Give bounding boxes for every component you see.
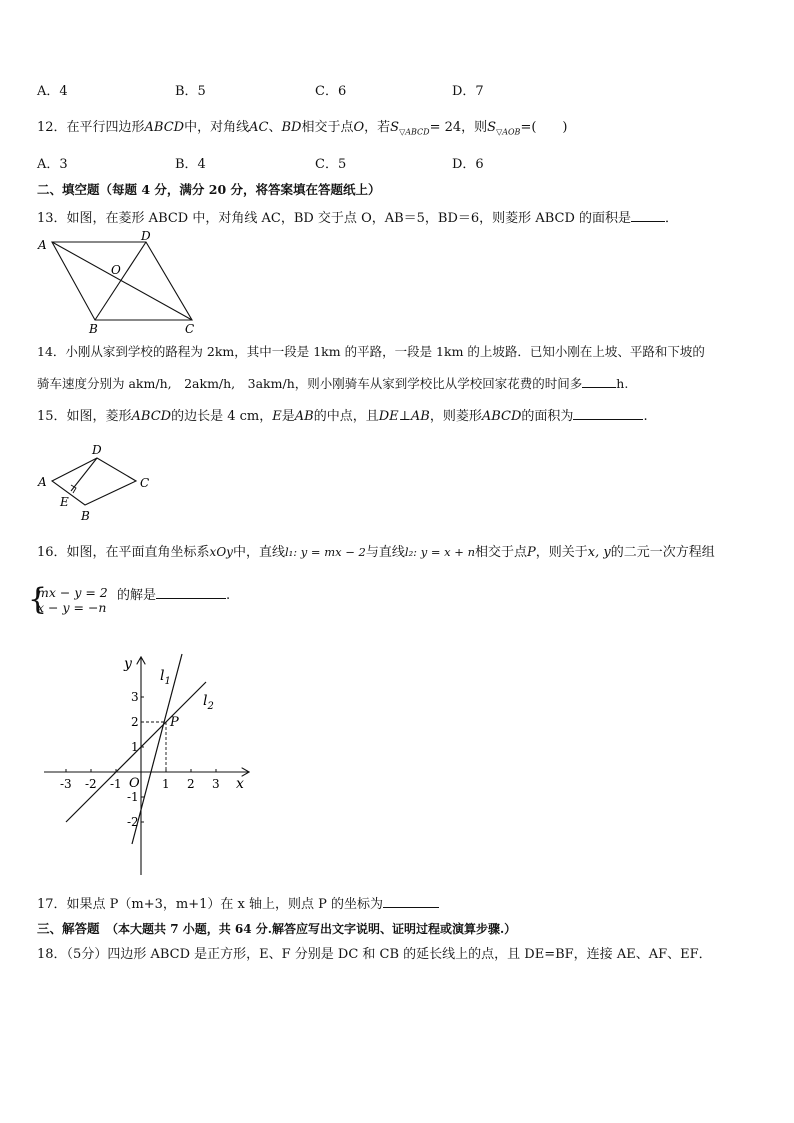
label-d: D: [141, 230, 151, 243]
label-a: A: [38, 238, 47, 252]
equation-system: { mx − y = 2 x − y = −n: [28, 582, 108, 617]
y-axis-label: y: [124, 656, 132, 672]
xtick: 3: [212, 777, 220, 791]
q13-question: 13．如图，在菱形 ABCD 中，对角线 AC，BD 交于点 O，AB＝5，BD＝6，则菱形 ABCD 的面积是 ．: [37, 207, 678, 228]
rhombus-figure-q13: [34, 230, 204, 335]
q12-option-d: D．6: [452, 157, 484, 172]
l2-label: $l_2$: [203, 693, 214, 712]
xtick: 1: [162, 777, 170, 791]
q12-option-c: C．5: [315, 157, 347, 172]
section-3-heading: 三、解答题 （本大题共 7 小题，共 64 分.解答应写出文字说明、证明过程或演算步骤.）: [37, 921, 517, 936]
q17-question: 17．如果点 P（m+3，m+1）在 x 轴上，则点 P 的坐标为: [37, 893, 439, 914]
ytick: 2: [131, 715, 139, 729]
point-p-label: P: [170, 715, 179, 730]
origin-label: O: [129, 776, 140, 791]
q14-line-1: 14．小刚从家到学校的路程为 2km，其中一段是 1km 的平路，一段是 1km 的上坡路．已知小刚在上坡、平路和下坡的: [37, 344, 705, 359]
rhombus-figure-q15: [34, 440, 164, 525]
label-b: B: [89, 322, 98, 335]
q12-option-b: B．4: [175, 157, 206, 172]
equation-2: x − y = −n: [37, 600, 107, 615]
coordinate-graph-q16: [40, 650, 260, 880]
q16-question: 16．如图，在平面直角坐标系xOy中，直线l₁: y = mx − 2与直线l₂: y = x + n相交于点P，则关于x, y的二元一次方程组: [37, 545, 715, 560]
label-d: D: [92, 443, 102, 457]
q16-answer-prompt: 的解是 .: [117, 584, 230, 605]
label-e: E: [60, 495, 69, 509]
q11-option-b: B．5: [175, 84, 206, 99]
q18-question: 18．（5分）四边形 ABCD 是正方形，E、F 分别是 DC 和 CB 的延长线上的点，且 DE=BF，连接 AE、AF、EF．: [37, 947, 712, 962]
xtick: -3: [60, 777, 72, 791]
xtick: -1: [110, 777, 122, 791]
label-a: A: [38, 475, 47, 489]
q12-question: 12．在平行四边形ABCD中，对角线AC、BD相交于点O，若$S_{▽ABCD}= 24$，则$S_{▽AOB}=$( ): [37, 120, 568, 137]
x-axis-label: x: [236, 776, 244, 792]
ytick: -1: [127, 790, 139, 804]
ytick: 3: [131, 690, 139, 704]
l1-label: $l_1$: [160, 668, 171, 687]
ytick: 1: [131, 740, 139, 754]
ytick: -2: [127, 815, 139, 829]
xtick: 2: [187, 777, 195, 791]
q15-question: 15．如图，菱形ABCD的边长是 4 cm，E是AB的中点，且DE⊥AB，则菱形ABCD的面积为 .: [37, 405, 648, 426]
section-2-heading: 二、填空题（每题 4 分，满分 20 分，将答案填在答题纸上）: [37, 182, 381, 197]
label-o: O: [111, 263, 121, 277]
q12-option-a: A．3: [37, 157, 68, 172]
q14-line-2: 骑车速度分别为 akm/h, 2akm/h, 3akm/h，则小刚骑车从家到学校比从学校回家花费的时间多 h.: [37, 373, 628, 393]
q11-option-a: A．4: [37, 84, 68, 99]
label-c: C: [185, 322, 195, 335]
q11-option-d: D．7: [452, 84, 484, 99]
xtick: -2: [85, 777, 97, 791]
q11-option-c: C．6: [315, 84, 347, 99]
equation-1: mx − y = 2: [37, 585, 108, 600]
label-c: C: [140, 476, 150, 490]
label-b: B: [81, 509, 90, 523]
